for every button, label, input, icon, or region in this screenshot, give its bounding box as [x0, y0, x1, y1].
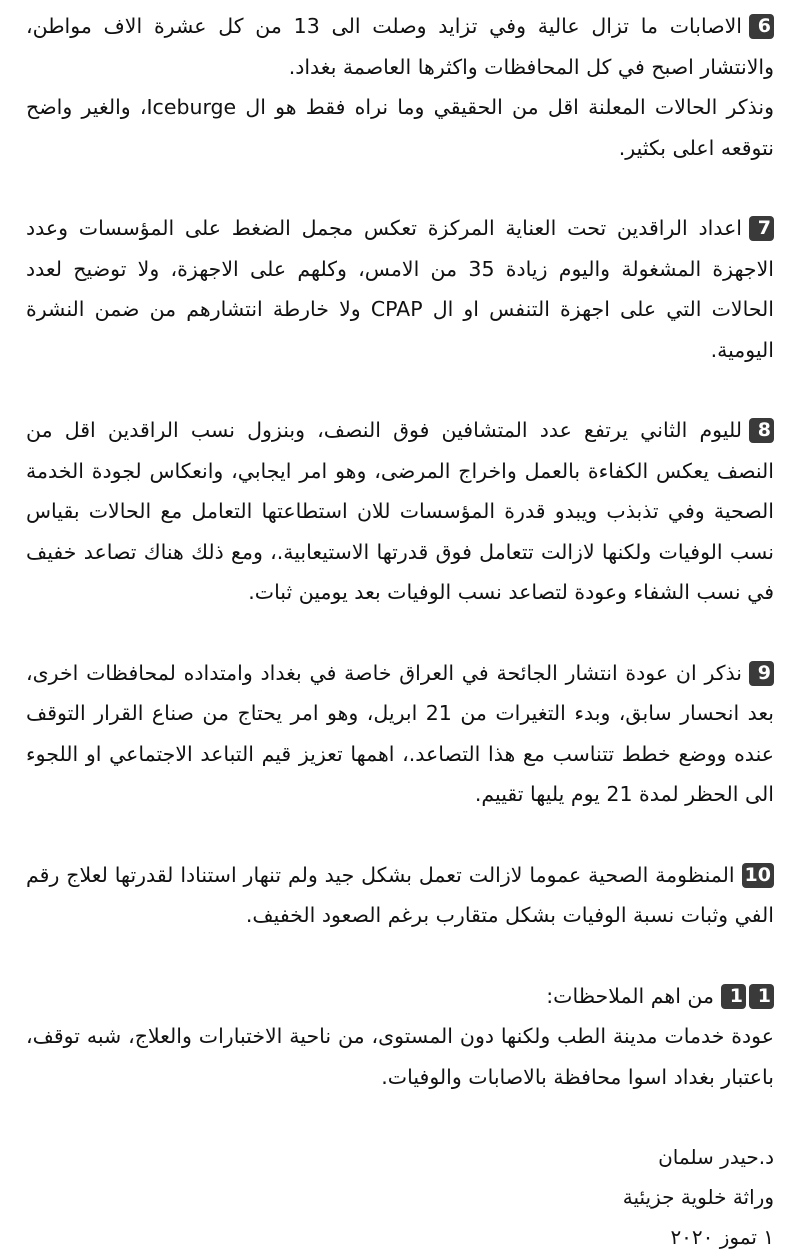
paragraph-6: [26, 6, 774, 168]
signature-block: [26, 1137, 774, 1257]
paragraph-line: [26, 855, 774, 936]
paragraph-11: [26, 976, 774, 1098]
document-date: ١ تموز ٢٠٢٠: [670, 1225, 774, 1249]
keycap-6-icon: 6: [749, 14, 774, 39]
paragraph-text: الاصابات ما تزال عالية وفي تزايد وصلت الى 13 من كل عشرة الاف مواطن، والانتشار اصبح في كل المحافظات واكثرها العاصمة بغداد.: [26, 14, 774, 79]
author-name: د.حيدر سلمان: [658, 1145, 774, 1169]
paragraph-7: [26, 208, 774, 370]
keycap-9-icon: 9: [749, 661, 774, 686]
keycap-1-icon: 1: [749, 984, 774, 1009]
paragraph-10: [26, 855, 774, 936]
paragraph-line: [26, 6, 774, 87]
paragraph-line: [26, 653, 774, 815]
paragraph-line: [26, 410, 774, 613]
paragraph-text: نذكر ان عودة انتشار الجائحة في العراق خاصة في بغداد وامتداده لمحافظات اخرى، بعد انحسار سابق، وبدء التغيرات من 21 ابريل، وهو امر يحتاج من صناع القرار التوقف عنده ووضع خطط تتناسب مع هذا التصاعد.، اهمها تعزيز قيم التباعد الاجتماعي او اللجوء الى الحظر لمدة 21 يوم يليها تقييم.: [26, 660, 774, 806]
paragraph-text: ونذكر الحالات المعلنة اقل من الحقيقي وما نراه فقط هو ال Iceburge، والغير واضح نتوقعه اعلى بكثير.: [26, 95, 774, 160]
paragraph-text: اعداد الراقدين تحت العناية المركزة تعكس مجمل الضغط على المؤسسات وعدد الاجهزة المشغولة واليوم زيادة 35 من الامس، وكلهم على الاجهزة، ولا توضيح لعدد الحالات التي على اجهزة التنفس او ال CPAP ولا خارطة انتشارهم من ضمن النشرة اليومية.: [26, 216, 774, 362]
paragraph-8: [26, 410, 774, 613]
paragraph-line: [26, 976, 774, 1017]
paragraph-text: المنظومة الصحية عموما لازالت تعمل بشكل جيد ولم تنهار استنادا لقدرتها لعلاج رقم الفي وثبات نسبة الوفيات بشكل متقارب برغم الصعود الخفيف.: [26, 862, 774, 927]
author-title: وراثة خلوية جزيئية: [622, 1185, 774, 1209]
paragraph-line: [26, 1016, 774, 1097]
paragraph-text: من اهم الملاحظات:: [546, 983, 714, 1008]
paragraph-line: [26, 208, 774, 370]
keycap-7-icon: 7: [749, 216, 774, 241]
paragraph-9: [26, 653, 774, 815]
keycap-1-icon: 1: [721, 984, 746, 1009]
paragraph-text: عودة خدمات مدينة الطب ولكنها دون المستوى، من ناحية الاختبارات والعلاج، شبه توقف، باعتبار بغداد اسوا محافظة بالاصابات والوفيات.: [26, 1024, 774, 1089]
keycap-8-icon: 8: [749, 418, 774, 443]
paragraph-text: لليوم الثاني يرتفع عدد المتشافين فوق النصف، وبنزول نسب الراقدين اقل من النصف يعكس الكفاءة بالعمل واخراج المرضى، وهو امر ايجابي، وانعكاس لجودة الخدمة الصحية وفي تذبذب ويبدو قدرة المؤسسات للان استطاعتها التعامل مع الحالات بقياس نسب الوفيات ولكنها لازالت تتعامل فوق قدرتها الاستيعابية.، ومع ذلك هناك تصاعد خفيف في نسب الشفاء وعودة لتصاعد نسب الوفيات بعد يومين ثبات.: [26, 418, 774, 604]
keycap-10-icon: 10: [742, 863, 774, 888]
paragraph-line: [26, 87, 774, 168]
